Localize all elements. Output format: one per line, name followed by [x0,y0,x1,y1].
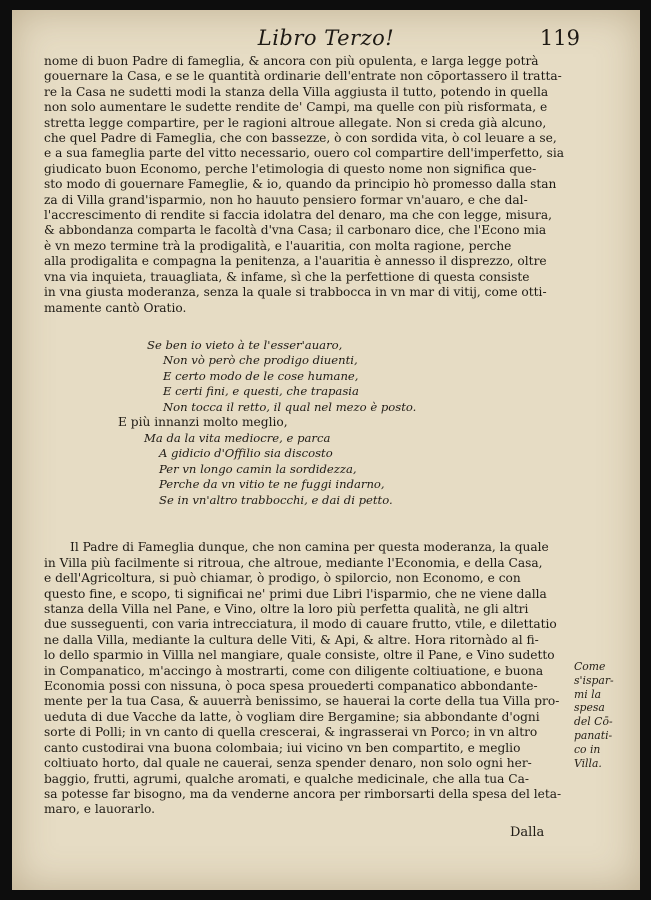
text-line: Il Padre di Fameglia dunque, che non camina per questa moderanza, la quale [70,540,549,555]
text-line: l'accrescimento di rendite si faccia idolatra del denaro, ma che con legge, misura, [44,208,552,223]
verse-quotation-2 [44,431,564,509]
text-line: in vna giusta moderanza, senza la quale si trabbocca in vn mar di vitij, come otti- [44,285,547,300]
text-line: che quel Padre di Fameglia, che con bassezze, ò con sordida vita, ò col leuare a se, [44,131,557,146]
book-page [12,10,640,890]
catchword: Dalla [510,825,545,840]
margin-line: co in [574,742,601,756]
text-line: giudicato buon Economo, perche l'etimologia di questo nome non significa que- [44,161,537,176]
paragraph-1 [44,54,564,316]
text-line: za di Villa grand'isparmio, non ho hauuto pensiero formar vn'auaro, e che dal- [44,192,528,207]
text-line: non solo aumentare le sudette rendite de' Campi, ma quelle con più risformata, e [44,100,548,115]
text-line: in Villa più facilmente si ritroua, che altroue, mediante l'Economia, e della Casa, [44,555,543,570]
paragraph-2 [44,540,564,817]
verse-line: A gidicio d'Offilio sia discosto [159,446,333,461]
verse-line: Ma da la vita mediocre, e parca [144,430,331,445]
text-line: stretta legge compartire, per le ragioni altroue allegate. Non si creda già alcuno, [44,115,547,130]
marginal-note [574,660,632,770]
verse-line: Se ben io vieto à te l'esser'auaro, [147,337,343,352]
verse-line: Per vn longo camin la sordidezza, [159,461,357,476]
margin-line: del Cō- [574,715,613,729]
text-line: alla prodigalita e compagna la penitenza, a l'auaritia è annesso il disprezzo, oltre [44,254,547,269]
text-line: ne dalla Villa, mediante la cultura delle Viti, & Api, & altre. Hora ritornàdo al fi- [44,632,539,647]
text-line: questo fine, e scopo, ti significai ne' primi due Libri l'isparmio, che ne viene dalla [44,586,547,601]
text-line: mente per la tua Casa, & auuerrà benissimo, se hauerai la corte della tua Villa pro- [44,694,560,709]
text-line: sa potesse far bisogno, ma da venderne ancora per rimborsarti della spesa del leta- [44,786,562,801]
text-line: sorte di Polli; in vn canto di quella crescerai, & ingrasserai vn Porco; in vn altro [44,725,538,740]
text-line: in Companatico, m'accingo à mostrarti, come con diligente coltiuatione, e buona [44,663,544,678]
margin-line: Villa. [574,756,602,770]
page-body [44,54,564,818]
margin-line: Come [574,660,606,673]
text-line: nome di buon Padre di fameglia, & ancora con più opulenta, e larga legge potrà [44,54,539,68]
text-line: ueduta di due Vacche da latte, ò vogliam dire Bergamine; sia abbondante d'ogni [44,709,540,724]
text-line: stanza della Villa nel Pane, e Vino, oltre la loro più perfetta qualità, ne gli altri [44,602,529,617]
text-line: re la Casa ne sudetti modi la stanza della Villa aggiusta il tutto, potendo in quella [44,84,549,99]
margin-line: panati- [574,728,613,742]
margin-line: mi la [574,687,602,701]
interlude-line: E più innanzi molto meglio, [118,415,288,430]
margin-line: s'ispar- [574,673,614,687]
text-line: due susseguenti, con varia intrecciatura, il modo di cauare frutto, vtile, e dilettatio [44,617,557,632]
verse-line: E certi fini, e questi, che trapasia [163,384,359,399]
text-line: e a sua fameglia parte del vitto necessario, ouero col compartire dell'imperfetto, sia [44,146,564,161]
text-line: Economia possi con nissuna, ò poca spesa prouederti companatico abbondante- [44,679,538,694]
text-line: e dell'Agricoltura, si può chiamar, ò prodigo, ò spilorcio, non Economo, e con [44,571,521,586]
verse-quotation-1 [44,338,564,416]
text-line: baggio, frutti, agrumi, qualche aromati, e qualche medicinale, che alla tua Ca- [44,771,529,786]
text-line: & abbondanza comparta le facoltà d'vna Casa; il carbonaro dice, che l'Econo mia [44,223,547,238]
text-line: canto custodirai vna buona colombaia; iui vicino vn ben compartito, e meglio [44,740,521,755]
text-line: è vn mezo termine trà la prodigalità, e l'auaritia, con molta ragione, perche [44,238,512,253]
verse-line: Non vò però che prodigo diuenti, [163,353,358,368]
verse-line: Perche da vn vitio te ne fuggi indarno, [159,477,385,492]
text-line: vna via inquieta, trauagliata, & infame, sì che la perfettione di questa consiste [44,269,530,284]
margin-line: spesa [574,701,605,715]
running-title: Libro Terzo! [257,26,395,50]
verse-line: E certo modo de le cose humane, [163,368,359,383]
page-header [12,24,640,52]
text-line: lo dello sparmio in Villla nel mangiare, quale consiste, oltre il Pane, e Vino sudetto [44,648,555,663]
page-number: 119 [539,26,580,50]
text-line: maro, e lauorarlo. [44,802,155,817]
text-line: sto modo di gouernare Fameglie, & io, quando da principio hò promesso dalla stan [44,177,557,192]
text-line: coltiuato horto, dal quale ne cauerai, senza spender denaro, non solo ogni her- [44,756,532,771]
text-line: mamente cantò Oratio. [44,300,187,315]
verse-line: Se in vn'altro trabbocchi, e dai di petto. [159,492,393,507]
text-line: gouernare la Casa, e se le quantità ordinarie dell'entrate non cōportassero il tratta- [44,69,562,84]
verse-line: Non tocca il retto, il qual nel mezo è posto. [163,399,417,414]
